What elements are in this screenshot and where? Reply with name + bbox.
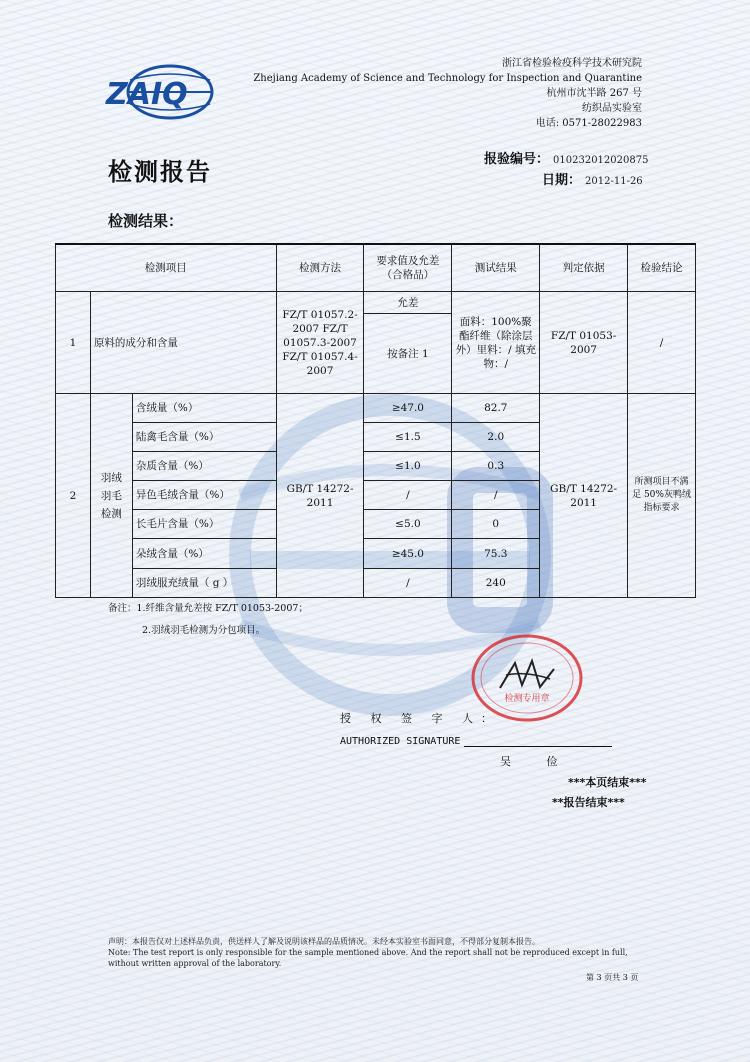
header-method: 检测方法 [276,244,364,292]
row2-conclusion: 所测项目不满足 50%灰鸭绒指标要求 [628,394,696,598]
row2-no: 2 [56,394,91,598]
institute-address: 杭州市沈半路 267 号 [546,88,642,99]
row1-req-bottom: 按备注 1 [364,314,452,394]
row1-basis: FZ/T 01053-2007 [540,292,628,394]
row1-item: 原料的成分和含量 [90,292,276,394]
row2-item-req: ≤5.0 [364,510,452,539]
row2-item-name: 杂质含量（%） [132,452,276,481]
row2-item-req: / [364,569,452,598]
report-meta [484,150,648,192]
zaiq-logo [100,62,235,120]
inspector-name: 吴 俭 [500,755,574,768]
row2-item-req: ≤1.0 [364,452,452,481]
institute-phone: 电话: 0571-28022983 [535,118,642,129]
row2-item-result: 0.3 [452,452,540,481]
row2-item-name: 朵绒含量（%） [132,539,276,569]
signature-underline [464,746,612,747]
row2-item-result: 0 [452,510,540,539]
row2-item-result: 75.3 [452,539,540,569]
disclaimer-en: Note: The test report is only responsible for the sample mentioned above. And the report shall not be reproduced except in full, without written approval of the laboratory. [108,948,628,968]
results-table [55,243,696,598]
row1-conclusion: / [628,292,696,394]
end-of-report: **报告结束*** [552,796,625,809]
table-row [56,394,696,423]
note-2: 2.羽绒羽毛检测为分包项目。 [142,625,266,636]
row2-item-name: 含绒量（%） [132,394,276,423]
row2-item-result: 82.7 [452,394,540,423]
header-result: 测试结果 [452,244,540,292]
header-item: 检测项目 [56,244,277,292]
report-date: 2012-11-26 [585,176,643,187]
row2-item-req: ≤1.5 [364,423,452,452]
row2-basis: GB/T 14272-2011 [540,394,628,598]
row2-group: 羽绒羽毛检测 [90,394,132,598]
row2-item-req: ≥47.0 [364,394,452,423]
row1-no: 1 [56,292,91,394]
table-row [56,292,696,314]
report-title: 检测报告 [108,158,212,186]
signature-line [340,736,612,747]
header-requirement: 要求值及允差（合格品） [364,244,452,292]
row2-item-name: 异色毛绒含量（%） [132,481,276,510]
disclaimer-cn: 声明：本报告仅对上述样品负责，供送样人了解及说明该样品的品质情况。未经本实验室书面同意，不得部分复制本报告。 [108,937,540,946]
notes [108,598,308,642]
header-basis: 判定依据 [540,244,628,292]
row1-req-top: 允差 [364,292,452,314]
institute-name-cn: 浙江省检验检疫科学技术研究院 [502,58,642,69]
page-number: 第 3 页共 3 页 [586,973,639,982]
row2-item-result: 2.0 [452,423,540,452]
report-date-label: 日期： [542,173,582,188]
institute-name-en: Zhejiang Academy of Science and Technology for Inspection and Quarantine [253,73,642,84]
signature-label-en: AUTHORIZED SIGNATURE [340,736,461,747]
seal-text: 检测专用章 [504,694,550,704]
row2-item-req: / [364,481,452,510]
table-header-row [56,244,696,292]
row2-item-result: / [452,481,540,510]
row2-item-name: 长毛片含量（%） [132,510,276,539]
row2-item-name: 羽绒服充绒量（ g ） [132,569,276,598]
report-number-label: 报验编号： [484,152,550,167]
disclaimer [108,936,638,969]
institute-lab: 纺织品实验室 [582,103,642,114]
row2-method: GB/T 14272-2011 [276,394,364,598]
row2-item-result: 240 [452,569,540,598]
row2-item-req: ≥45.0 [364,539,452,569]
results-label: 检测结果： [108,212,184,230]
row1-result: 面料：100%聚酯纤维（除涂层外）里料：/ 填充物：/ [452,292,540,394]
logo-text: ZAIQ [106,77,188,112]
signature-label-cn: 授 权 签 字 人： [340,712,500,725]
institute-block [253,56,642,131]
report-number: 010232012020875 [553,155,649,166]
end-of-page: ***本页结束*** [568,776,647,789]
header-conclusion: 检验结论 [628,244,696,292]
row2-item-name: 陆禽毛含量（%） [132,423,276,452]
note-1: 备注：1.纤维含量允差按 FZ/T 01053-2007； [108,603,308,614]
row1-method: FZ/T 01057.2-2007 FZ/T 01057.3-2007 FZ/T 01057.4-2007 [276,292,364,394]
